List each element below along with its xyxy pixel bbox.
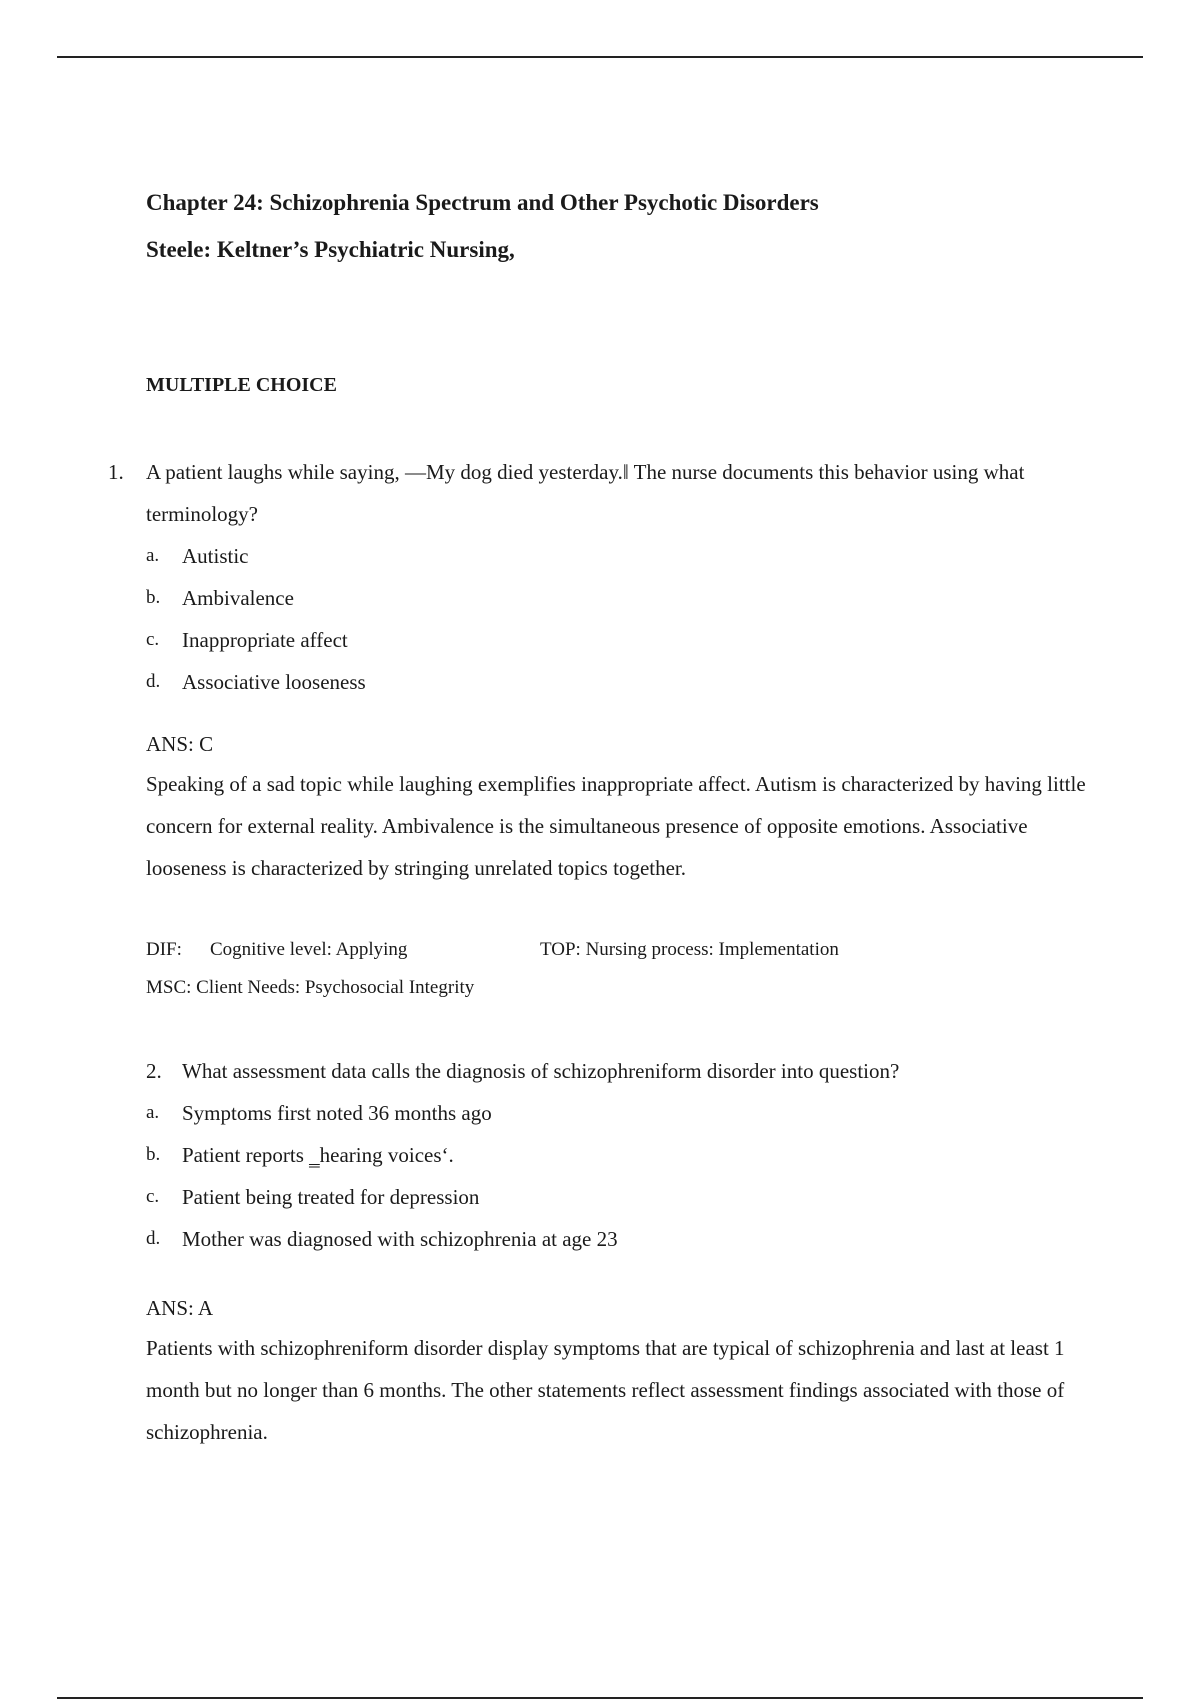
option-a [146, 1092, 1106, 1134]
question-1-stem [108, 451, 1108, 535]
option-b [146, 577, 1108, 619]
question-number: 2. [146, 1059, 162, 1083]
option-letter: d. [146, 671, 161, 692]
option-letter: a. [146, 1102, 160, 1123]
option-c [146, 619, 1108, 661]
question-1-options [146, 535, 1108, 703]
answer-key: ANS: C [146, 732, 214, 756]
option-letter: b. [146, 587, 161, 608]
document-header [146, 190, 1106, 263]
top-rule [57, 56, 1143, 58]
option-b [146, 1134, 1106, 1176]
rationale-text: Speaking of a sad topic while laughing exemplifies inappropriate affect. Autism is characterized by having little concern for external reality. Ambivalence is the simultaneous presence of opposite emotions. Associative looseness is characterized by stringing unrelated topics together. [146, 772, 1086, 880]
option-d [146, 661, 1108, 703]
option-letter: d. [146, 1228, 161, 1249]
option-c [146, 1176, 1106, 1218]
msc-text: MSC: Client Needs: Psychosocial Integrity [146, 977, 475, 998]
option-text: Patient reports ‗hearing voices‘. [182, 1143, 454, 1167]
book-title: Steele: Keltner’s Psychiatric Nursing, [146, 237, 515, 262]
option-letter: a. [146, 545, 160, 566]
question-text: What assessment data calls the diagnosis of schizophreniform disorder into question? [182, 1059, 900, 1083]
question-2-options [146, 1092, 1106, 1260]
dif-label: DIF: [146, 939, 182, 960]
question-2-stem [146, 1050, 1106, 1092]
question-2-answer-block [146, 1295, 1106, 1453]
option-letter: c. [146, 629, 160, 650]
bottom-rule [57, 1697, 1143, 1699]
answer-key: ANS: A [146, 1296, 214, 1320]
question-number: 1. [108, 460, 124, 484]
question-1-metadata [146, 931, 1106, 1007]
option-text: Symptoms first noted 36 months ago [182, 1101, 492, 1125]
option-text: Mother was diagnosed with schizophrenia at age 23 [182, 1227, 618, 1251]
dif-value: Cognitive level: Applying [210, 939, 408, 960]
section-heading: MULTIPLE CHOICE [146, 374, 337, 396]
option-d [146, 1218, 1106, 1260]
option-text: Autistic [182, 544, 249, 568]
option-letter: b. [146, 1144, 161, 1165]
option-letter: c. [146, 1186, 160, 1207]
option-a [146, 535, 1108, 577]
question-2 [146, 1050, 1106, 1260]
topic-text: TOP: Nursing process: Implementation [540, 939, 839, 960]
rationale-text: Patients with schizophreniform disorder display symptoms that are typical of schizophrenia and last at least 1 month but no longer than 6 months. The other statements reflect assessment findings associated with those of schizophrenia. [146, 1336, 1065, 1444]
question-1-answer-block [146, 731, 1106, 889]
option-text: Inappropriate affect [182, 628, 348, 652]
option-text: Ambivalence [182, 586, 294, 610]
option-text: Patient being treated for depression [182, 1185, 480, 1209]
question-1 [108, 451, 1108, 703]
question-text: A patient laughs while saying, ―My dog died yesterday.‖ The nurse documents this behavior using what terminology? [146, 460, 1025, 526]
metadata-row [146, 931, 1106, 969]
option-text: Associative looseness [182, 670, 366, 694]
chapter-title: Chapter 24: Schizophrenia Spectrum and Other Psychotic Disorders [146, 190, 819, 215]
